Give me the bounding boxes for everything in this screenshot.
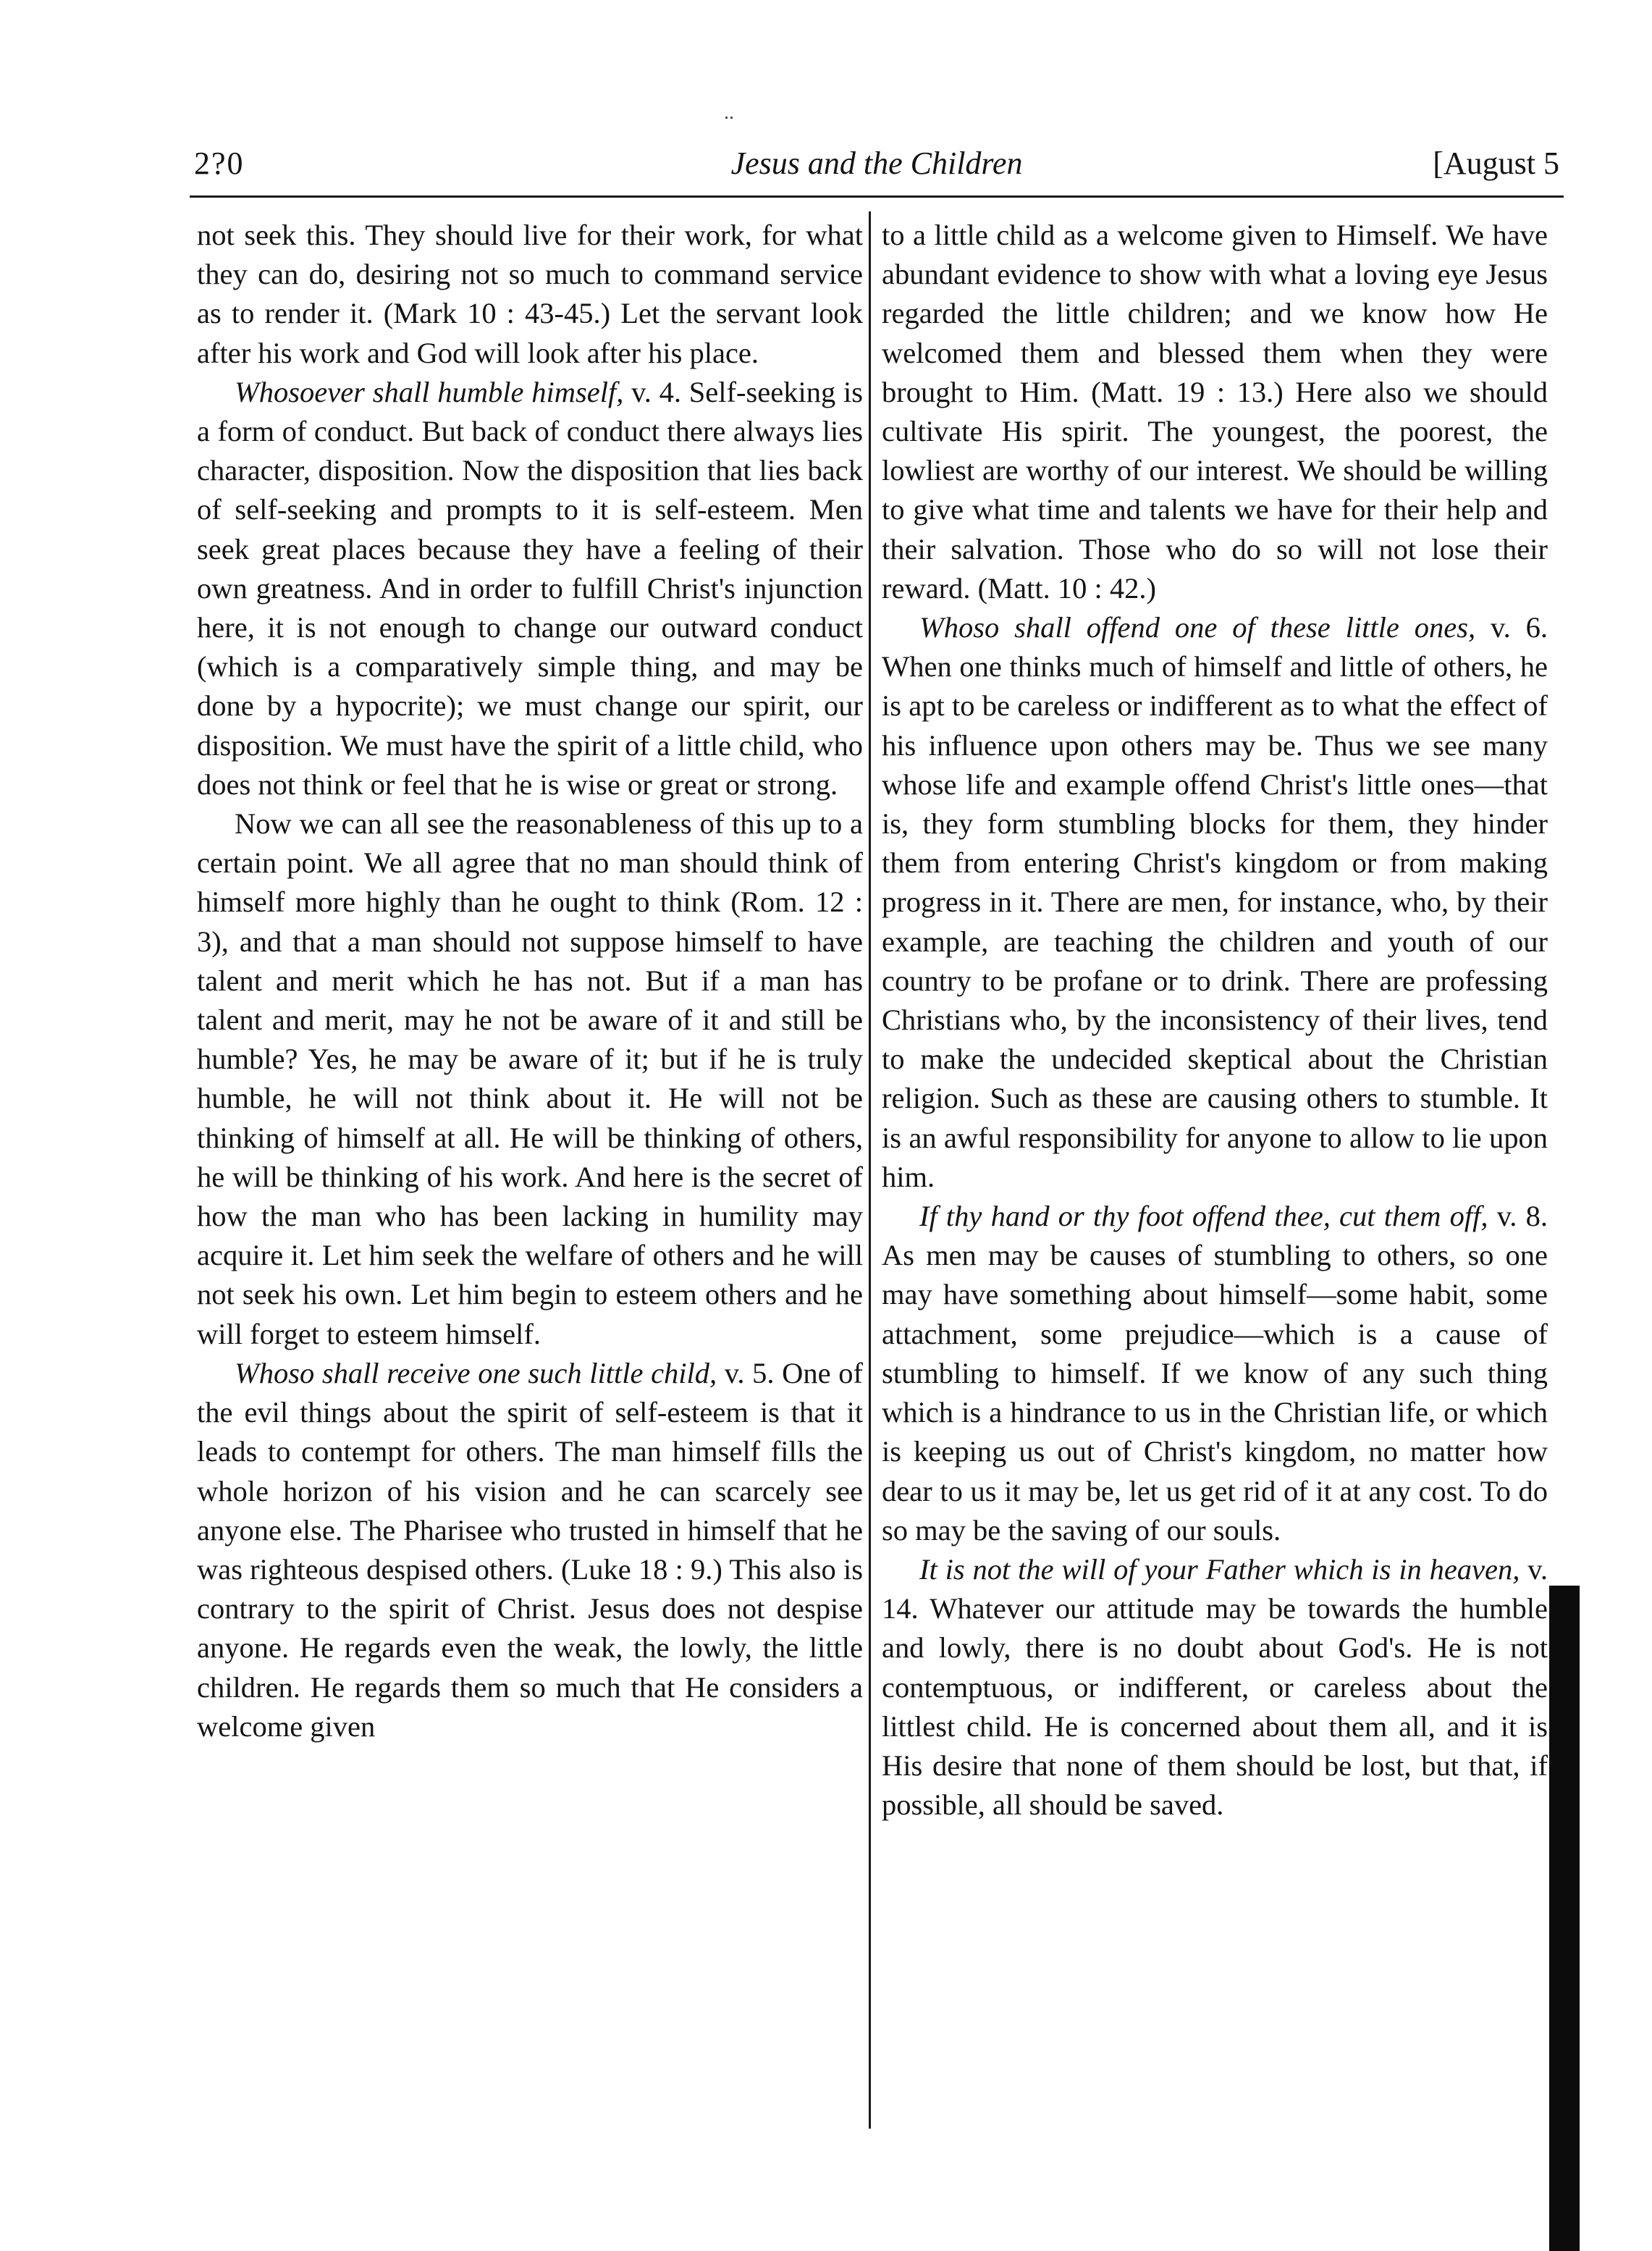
top-speck: .. bbox=[724, 101, 734, 124]
header-date: [August 5 bbox=[1433, 146, 1559, 181]
verse-heading-v5: Whoso shall receive one such little child, bbox=[235, 1356, 717, 1389]
verse-heading-v8: If thy hand or thy foot offend thee, cut them off, bbox=[919, 1200, 1488, 1233]
right-column bbox=[882, 216, 1548, 1825]
left-paragraph-4 bbox=[197, 1354, 863, 1746]
verse-heading-v14: It is not the will of your Father which is in heaven, bbox=[919, 1552, 1520, 1586]
left-column bbox=[197, 216, 863, 1746]
header-rule bbox=[190, 195, 1564, 198]
right-paragraph-3 bbox=[882, 1197, 1548, 1550]
column-divider bbox=[869, 211, 871, 2129]
right-paragraph-1: to a little child as a welcome given to Himself. We have abundant evidence to show with what a loving eye Jesus regarded the little children; and we know how He welcomed them and blessed them when they were brought to Him. (Matt. 19 : 13.) Here also we should cultivate His spirit. The youngest, the poorest, the lowliest are worthy of our interest. We should be willing to give what time and talents we have for their help and their salvation. Those who do so will not lose their reward. (Matt. 10 : 42.) bbox=[882, 219, 1548, 605]
paragraph-text: v. 14. Whatever our attitude may be towards the humble and lowly, there is no doubt about God's. He is not contemptuous, or indifferent, or careless about the littlest child. He is concerned about them all, and it is His desire that none of them should be lost, but that, if possible, all should be saved. bbox=[882, 1552, 1548, 1822]
right-paragraph-4 bbox=[882, 1550, 1548, 1825]
verse-heading-v4: Whosoever shall humble himself, bbox=[235, 375, 624, 408]
running-title: Jesus and the Children bbox=[730, 146, 1023, 181]
scan-edge-shadow bbox=[1549, 1586, 1580, 2251]
left-paragraph-3: Now we can all see the reasonableness of this up to a certain point. We all agree that no man should think of himself more highly than he ought to think (Rom. 12 : 3), and that a man should not suppose himself to have talent and merit which he has not. But if a man has talent and merit, may he not be aware of it and still be humble? Yes, he may be aware of it; but if he is truly humble, he will not think about it. He will not be thinking of himself at all. He will be thinking of others, he will be thinking of his work. And here is the secret of how the man who has been lacking in humility may acquire it. Let him seek the welfare of others and he will not seek his own. Let him begin to esteem others and he will forget to esteem himself. bbox=[197, 807, 863, 1350]
page-number: 2?0 bbox=[194, 146, 245, 181]
paragraph-text: v. 8. As men may be causes of stumbling to others, so one may have something about himself—some habit, some attachment, some prejudice—which is a cause of stumbling to himself. If we know of any such thing which is a hindrance to us in the Christian life, or which is keeping us out of Christ's kingdom, no matter how dear to us it may be, let us get rid of it at any cost. To do so may be the saving of our souls. bbox=[882, 1200, 1548, 1547]
paragraph-text: v. 6. When one thinks much of himself and little of others, he is apt to be careless or indifferent as to what the effect of his influence upon others may be. Thus we see many whose life and example offend Christ's little ones—that is, they form stumbling blocks for them, they hinder them from entering Christ's kingdom or from making progress in it. There are men, for instance, who, by their example, are teaching the children and youth of our country to be profane or to drink. There are professing Christians who, by the inconsistency of their lives, tend to make the undecided skeptical about the Christian religion. Such as these are causing others to stumble. It is an awful responsibility for anyone to allow to lie upon him. bbox=[882, 611, 1548, 1193]
right-paragraph-2 bbox=[882, 608, 1548, 1197]
paragraph-text: v. 5. One of the evil things about the spirit of self-esteem is that it leads to contempt for others. The man himself fills the whole horizon of his vision and he can scarcely see anyone else. The Pharisee who trusted in himself that he was righteous despised others. (Luke 18 : 9.) This also is contrary to the spirit of Christ. Jesus does not despise anyone. He regards even the weak, the lowly, the little children. He regards them so much that He considers a welcome given bbox=[197, 1356, 863, 1743]
left-paragraph-2 bbox=[197, 373, 863, 804]
verse-heading-v6: Whoso shall offend one of these little ones, bbox=[919, 611, 1476, 644]
paragraph-text: v. 4. Self-seeking is a form of conduct. But back of conduct there always lies character, disposition. Now the disposition that lies back of self-seeking and prompts to it is self-esteem. Men seek great places because they have a feeling of their own greatness. And in order to fulfill Christ's injunction here, it is not enough to change our outward conduct (which is a comparatively simple thing, and may be done by a hypocrite); we must change our spirit, our disposition. We must have the spirit of a little child, who does not think or feel that he is wise or great or strong. bbox=[197, 375, 864, 801]
left-paragraph-1: not seek this. They should live for their work, for what they can do, desiring not so much to command service as to render it. (Mark 10 : 43-45.) Let the servant look after his work and God will look after his place. bbox=[197, 219, 863, 369]
running-header bbox=[194, 145, 1559, 185]
